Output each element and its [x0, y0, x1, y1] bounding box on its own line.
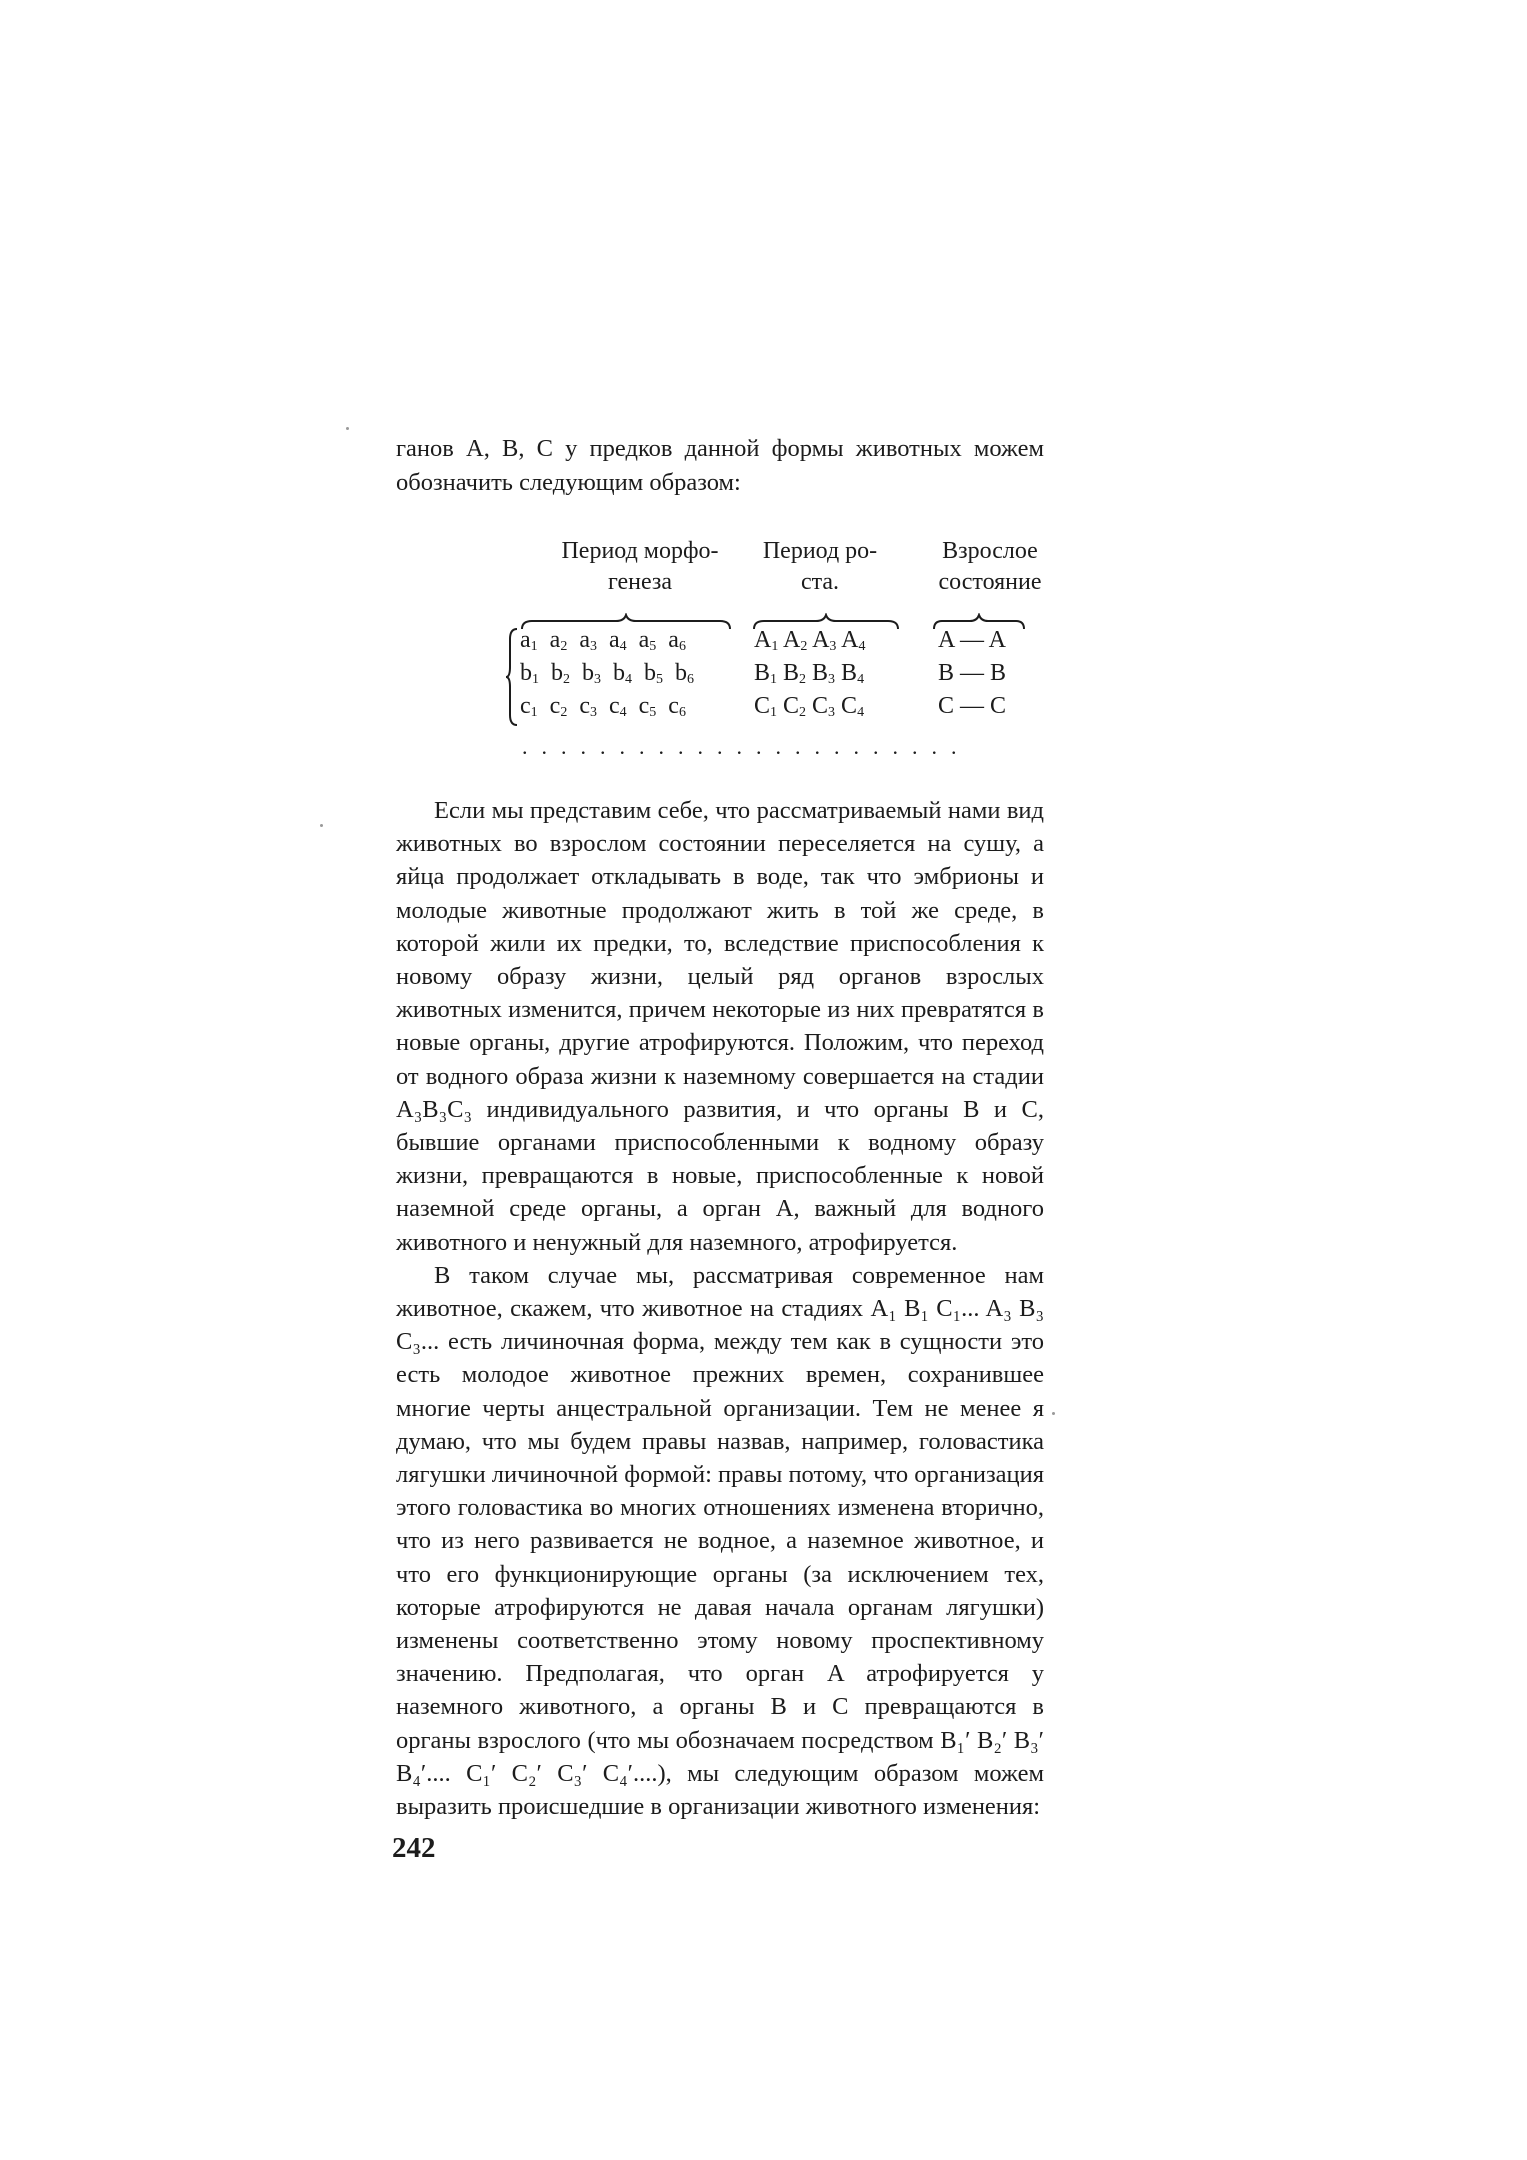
paragraph-2: В таком случае мы, рассматривая современное нам животное, скажем, что животное на стадиях A₁ B₁ C₁... A₃ B₃ C₃... есть личиночная форма, между тем как в сущности это есть молодое животное прежних времен, сохранившее многие черты анцестральной организации. Тем не менее я думаю, что мы будем правы назвав, например, головастика лягушки личиночной формой: правы потому, что организация этого головастика во многих отношениях изменена вторично, что из него развивается не водное, а наземное животное, и что его функционирующие органы (за исключением тех, которые атрофируются не давая начала органам лягушки) изменены соответственно этому новому проспективному значению. Предполагая, что орган A атрофируется у наземного животного, а органы B и C превращаются в органы взрослого (что мы обозначаем посредством B₁′ B₂′ B₃′ B₄′.... C₁′ C₂′ C₃′ C₄′....), мы следующим образом можем выразить происшедшие в организации животного изменения: [396, 1261, 1044, 1821]
row-c-growth: $C_1$ $C_2$ $C_3$ $C_4$ [754, 693, 865, 720]
header-morphogenesis-line1: Период морфо- [561, 538, 719, 564]
paragraph-1: Если мы представим себе, что рассматриваемый нами вид животных во взрослом состоянии переселяется на сушу, а яйца продолжает откладывать в воде, так что эмбрионы и молодые животные продолжают жить в той же среде, в которой жили их предки, то, вследствие приспособления к новому образу жизни, целый ряд органов взрослых животных изменится, причем некоторые из них превратятся в новые органы, другие атрофируются. Положим, что переход от водного образа жизни к наземному совершается на стадии A₃B₃C₃ индивидуального развития, и что органы B и C, бывшие органами приспособленными к водному образу жизни, превращаются в новые, приспособленные к новой наземной среде органы, а орган A, важный для водного животного и ненужный для наземного, атрофируется. [396, 797, 1044, 1256]
scan-speck [346, 427, 349, 430]
row-a-adult: A — A [938, 627, 1007, 653]
scan-speck [1052, 1412, 1055, 1415]
header-morphogenesis-line2: генеза [607, 569, 673, 595]
main-text [396, 794, 1044, 1823]
page-number: 242 [392, 1832, 436, 1864]
scan-speck [320, 824, 323, 827]
header-morphogenesis [520, 536, 760, 598]
row-b-morpho: $b_1$ $b_2$ $b_3$ $b_4$ $b_5$ $b_6$ [520, 660, 694, 687]
row-a-growth: $A_1$ $A_2$ $A_3$ $A_4$ [754, 627, 866, 654]
header-growth-line2: ста. [800, 569, 840, 595]
header-growth [740, 536, 900, 598]
intro-text: ганов A, B, C у предков данной формы животных можем обозначить следующим образом: [396, 435, 1044, 496]
row-b-adult: B — B [938, 660, 1007, 686]
row-c-morpho: $c_1$ $c_2$ $c_3$ $c_4$ $c_5$ $c_6$ [520, 693, 686, 720]
header-adult-line2: состояние [938, 569, 1042, 595]
row-b-growth: $B_1$ $B_2$ $B_3$ $B_4$ [754, 660, 865, 687]
dotted-continuation: ....................... [522, 734, 971, 759]
intro-paragraph [396, 432, 1044, 500]
row-a-morpho: $a_1$ $a_2$ $a_3$ $a_4$ $a_5$ $a_6$ [520, 627, 686, 654]
header-adult-line1: Взрослое [942, 538, 1038, 564]
row-c-adult: C — C [938, 693, 1007, 719]
header-adult [920, 536, 1060, 598]
header-growth-line1: Период ро- [762, 538, 878, 564]
left-brace [505, 627, 519, 727]
